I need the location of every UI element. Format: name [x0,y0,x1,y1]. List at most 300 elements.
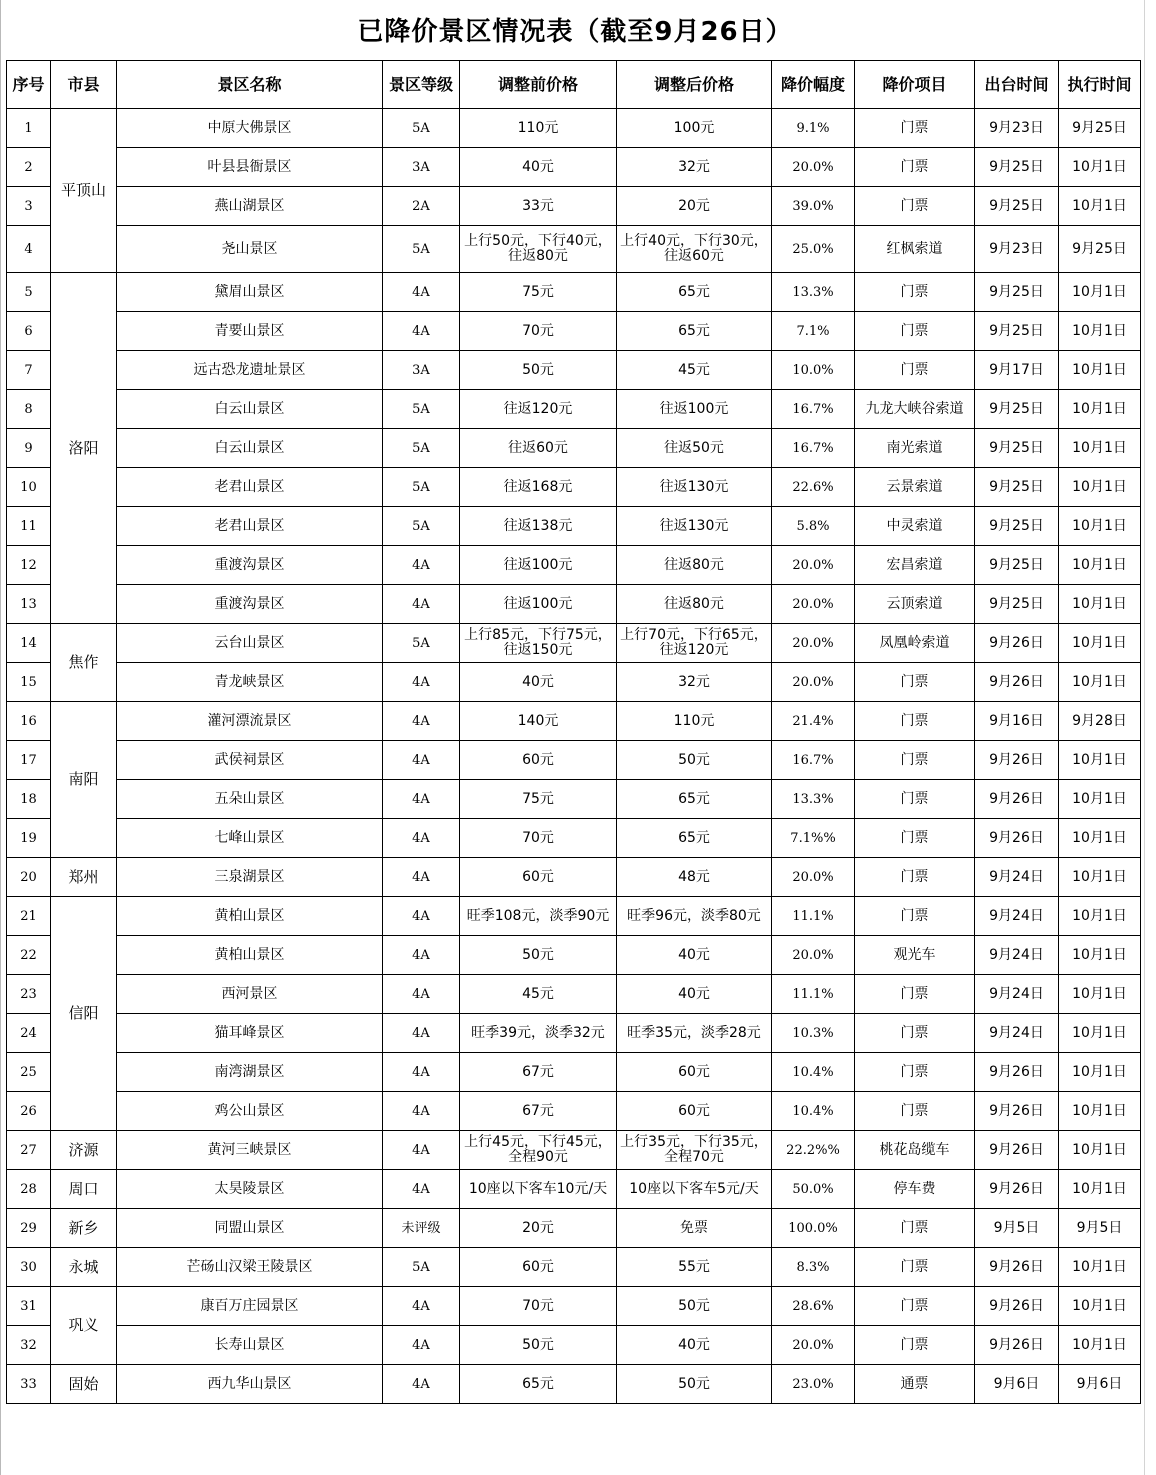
price-after-cell[interactable]: 往返100元 [617,390,772,429]
scenic-name-cell[interactable]: 七峰山景区 [117,819,383,858]
price-before-cell[interactable]: 65元 [460,1365,617,1404]
scenic-name-cell[interactable]: 猫耳峰景区 [117,1014,383,1053]
seq-cell[interactable]: 20 [7,858,51,897]
price-before-cell[interactable]: 10座以下客车10元/天 [460,1170,617,1209]
seq-cell[interactable]: 18 [7,780,51,819]
discount-rate-cell[interactable]: 20.0% [772,585,855,624]
discount-rate-cell[interactable]: 50.0% [772,1170,855,1209]
seq-cell[interactable]: 25 [7,1053,51,1092]
effective-date-cell[interactable]: 10月1日 [1059,1248,1141,1287]
effective-date-cell[interactable]: 9月5日 [1059,1209,1141,1248]
grade-cell[interactable]: 5A [383,507,460,546]
price-after-cell[interactable]: 100元 [617,109,772,148]
effective-date-cell[interactable]: 10月1日 [1059,546,1141,585]
discount-item-cell[interactable]: 云景索道 [855,468,975,507]
issued-date-cell[interactable]: 9月24日 [975,1014,1059,1053]
grade-cell[interactable]: 4A [383,273,460,312]
grade-cell[interactable]: 4A [383,780,460,819]
price-after-cell[interactable]: 65元 [617,780,772,819]
price-after-cell[interactable]: 65元 [617,819,772,858]
grade-cell[interactable]: 5A [383,1248,460,1287]
seq-cell[interactable]: 14 [7,624,51,663]
price-before-cell[interactable]: 往返60元 [460,429,617,468]
discount-item-cell[interactable]: 门票 [855,1248,975,1287]
issued-date-cell[interactable]: 9月26日 [975,1170,1059,1209]
issued-date-cell[interactable]: 9月5日 [975,1209,1059,1248]
header-cell[interactable]: 降价幅度 [772,61,855,109]
price-before-cell[interactable]: 45元 [460,975,617,1014]
effective-date-cell[interactable]: 10月1日 [1059,741,1141,780]
grade-cell[interactable]: 4A [383,546,460,585]
effective-date-cell[interactable]: 10月1日 [1059,936,1141,975]
effective-date-cell[interactable]: 9月25日 [1059,226,1141,273]
price-after-cell[interactable]: 65元 [617,312,772,351]
grade-cell[interactable]: 4A [383,702,460,741]
price-after-cell[interactable]: 50元 [617,1365,772,1404]
discount-rate-cell[interactable]: 39.0% [772,187,855,226]
discount-item-cell[interactable]: 门票 [855,819,975,858]
issued-date-cell[interactable]: 9月23日 [975,226,1059,273]
grade-cell[interactable]: 4A [383,1365,460,1404]
effective-date-cell[interactable]: 10月1日 [1059,897,1141,936]
scenic-name-cell[interactable]: 长寿山景区 [117,1326,383,1365]
discount-rate-cell[interactable]: 20.0% [772,624,855,663]
issued-date-cell[interactable]: 9月25日 [975,312,1059,351]
seq-cell[interactable]: 8 [7,390,51,429]
issued-date-cell[interactable]: 9月25日 [975,546,1059,585]
grade-cell[interactable]: 4A [383,1287,460,1326]
price-before-cell[interactable]: 75元 [460,273,617,312]
header-cell[interactable]: 出台时间 [975,61,1059,109]
grade-cell[interactable]: 4A [383,1170,460,1209]
discount-item-cell[interactable]: 观光车 [855,936,975,975]
price-before-cell[interactable]: 50元 [460,936,617,975]
grade-cell[interactable]: 5A [383,429,460,468]
effective-date-cell[interactable]: 9月6日 [1059,1365,1141,1404]
price-after-cell[interactable]: 50元 [617,741,772,780]
grade-cell[interactable]: 4A [383,936,460,975]
scenic-name-cell[interactable]: 重渡沟景区 [117,585,383,624]
effective-date-cell[interactable]: 9月25日 [1059,109,1141,148]
seq-cell[interactable]: 7 [7,351,51,390]
effective-date-cell[interactable]: 10月1日 [1059,585,1141,624]
seq-cell[interactable]: 12 [7,546,51,585]
discount-item-cell[interactable]: 红枫索道 [855,226,975,273]
discount-item-cell[interactable]: 门票 [855,741,975,780]
effective-date-cell[interactable]: 10月1日 [1059,819,1141,858]
issued-date-cell[interactable]: 9月26日 [975,1053,1059,1092]
issued-date-cell[interactable]: 9月24日 [975,858,1059,897]
effective-date-cell[interactable]: 10月1日 [1059,975,1141,1014]
discount-item-cell[interactable]: 通票 [855,1365,975,1404]
price-after-cell[interactable]: 32元 [617,663,772,702]
grade-cell[interactable]: 4A [383,975,460,1014]
issued-date-cell[interactable]: 9月26日 [975,1248,1059,1287]
scenic-name-cell[interactable]: 灌河漂流景区 [117,702,383,741]
scenic-name-cell[interactable]: 鸡公山景区 [117,1092,383,1131]
seq-cell[interactable]: 13 [7,585,51,624]
issued-date-cell[interactable]: 9月17日 [975,351,1059,390]
seq-cell[interactable]: 9 [7,429,51,468]
header-cell[interactable]: 景区等级 [383,61,460,109]
grade-cell[interactable]: 5A [383,109,460,148]
price-before-cell[interactable]: 往返120元 [460,390,617,429]
grade-cell[interactable]: 5A [383,624,460,663]
issued-date-cell[interactable]: 9月25日 [975,468,1059,507]
discount-item-cell[interactable]: 门票 [855,1014,975,1053]
price-after-cell[interactable]: 40元 [617,1326,772,1365]
city-cell[interactable]: 永城 [51,1248,117,1287]
price-after-cell[interactable]: 48元 [617,858,772,897]
issued-date-cell[interactable]: 9月26日 [975,1131,1059,1170]
price-after-cell[interactable]: 32元 [617,148,772,187]
discount-item-cell[interactable]: 凤凰岭索道 [855,624,975,663]
seq-cell[interactable]: 26 [7,1092,51,1131]
header-cell[interactable]: 降价项目 [855,61,975,109]
grade-cell[interactable]: 4A [383,1053,460,1092]
issued-date-cell[interactable]: 9月26日 [975,624,1059,663]
issued-date-cell[interactable]: 9月25日 [975,273,1059,312]
discount-rate-cell[interactable]: 10.3% [772,1014,855,1053]
price-after-cell[interactable]: 10座以下客车5元/天 [617,1170,772,1209]
issued-date-cell[interactable]: 9月24日 [975,936,1059,975]
discount-item-cell[interactable]: 宏昌索道 [855,546,975,585]
grade-cell[interactable]: 4A [383,858,460,897]
seq-cell[interactable]: 19 [7,819,51,858]
discount-rate-cell[interactable]: 13.3% [772,780,855,819]
price-before-cell[interactable]: 140元 [460,702,617,741]
price-after-cell[interactable]: 免票 [617,1209,772,1248]
scenic-name-cell[interactable]: 重渡沟景区 [117,546,383,585]
discount-item-cell[interactable]: 门票 [855,187,975,226]
issued-date-cell[interactable]: 9月25日 [975,507,1059,546]
discount-rate-cell[interactable]: 20.0% [772,1326,855,1365]
effective-date-cell[interactable]: 10月1日 [1059,507,1141,546]
scenic-name-cell[interactable]: 武侯祠景区 [117,741,383,780]
issued-date-cell[interactable]: 9月23日 [975,109,1059,148]
seq-cell[interactable]: 27 [7,1131,51,1170]
discount-item-cell[interactable]: 云顶索道 [855,585,975,624]
issued-date-cell[interactable]: 9月25日 [975,148,1059,187]
scenic-name-cell[interactable]: 青龙峡景区 [117,663,383,702]
seq-cell[interactable]: 29 [7,1209,51,1248]
price-before-cell[interactable]: 50元 [460,1326,617,1365]
city-cell[interactable]: 焦作 [51,624,117,702]
grade-cell[interactable]: 4A [383,819,460,858]
price-after-cell[interactable]: 旺季35元，淡季28元 [617,1014,772,1053]
issued-date-cell[interactable]: 9月16日 [975,702,1059,741]
city-cell[interactable]: 巩义 [51,1287,117,1365]
seq-cell[interactable]: 3 [7,187,51,226]
price-before-cell[interactable]: 上行85元，下行75元，往返150元 [460,624,617,663]
discount-item-cell[interactable]: 门票 [855,312,975,351]
discount-item-cell[interactable]: 门票 [855,975,975,1014]
price-after-cell[interactable]: 往返80元 [617,585,772,624]
issued-date-cell[interactable]: 9月25日 [975,187,1059,226]
seq-cell[interactable]: 17 [7,741,51,780]
city-cell[interactable]: 固始 [51,1365,117,1404]
grade-cell[interactable]: 4A [383,1326,460,1365]
seq-cell[interactable]: 5 [7,273,51,312]
discount-rate-cell[interactable]: 22.6% [772,468,855,507]
effective-date-cell[interactable]: 10月1日 [1059,780,1141,819]
scenic-name-cell[interactable]: 黛眉山景区 [117,273,383,312]
price-after-cell[interactable]: 45元 [617,351,772,390]
price-after-cell[interactable]: 20元 [617,187,772,226]
price-after-cell[interactable]: 40元 [617,975,772,1014]
header-cell[interactable]: 序号 [7,61,51,109]
discount-rate-cell[interactable]: 20.0% [772,546,855,585]
scenic-name-cell[interactable]: 云台山景区 [117,624,383,663]
price-before-cell[interactable]: 往返138元 [460,507,617,546]
effective-date-cell[interactable]: 10月1日 [1059,148,1141,187]
discount-rate-cell[interactable]: 20.0% [772,663,855,702]
effective-date-cell[interactable]: 10月1日 [1059,429,1141,468]
issued-date-cell[interactable]: 9月26日 [975,819,1059,858]
price-before-cell[interactable]: 20元 [460,1209,617,1248]
price-before-cell[interactable]: 旺季108元，淡季90元 [460,897,617,936]
scenic-name-cell[interactable]: 康百万庄园景区 [117,1287,383,1326]
discount-rate-cell[interactable]: 7.1% [772,312,855,351]
discount-rate-cell[interactable]: 16.7% [772,390,855,429]
discount-rate-cell[interactable]: 23.0% [772,1365,855,1404]
discount-item-cell[interactable]: 门票 [855,148,975,187]
header-cell[interactable]: 景区名称 [117,61,383,109]
city-cell[interactable]: 信阳 [51,897,117,1131]
issued-date-cell[interactable]: 9月26日 [975,663,1059,702]
discount-item-cell[interactable]: 门票 [855,1092,975,1131]
grade-cell[interactable]: 4A [383,312,460,351]
effective-date-cell[interactable]: 10月1日 [1059,273,1141,312]
header-cell[interactable]: 调整前价格 [460,61,617,109]
scenic-name-cell[interactable]: 中原大佛景区 [117,109,383,148]
price-after-cell[interactable]: 55元 [617,1248,772,1287]
scenic-name-cell[interactable]: 黄柏山景区 [117,897,383,936]
discount-rate-cell[interactable]: 5.8% [772,507,855,546]
seq-cell[interactable]: 23 [7,975,51,1014]
price-after-cell[interactable]: 110元 [617,702,772,741]
price-after-cell[interactable]: 旺季96元，淡季80元 [617,897,772,936]
issued-date-cell[interactable]: 9月26日 [975,1326,1059,1365]
effective-date-cell[interactable]: 10月1日 [1059,1170,1141,1209]
discount-rate-cell[interactable]: 20.0% [772,148,855,187]
seq-cell[interactable]: 11 [7,507,51,546]
seq-cell[interactable]: 1 [7,109,51,148]
scenic-name-cell[interactable]: 尧山景区 [117,226,383,273]
discount-rate-cell[interactable]: 20.0% [772,936,855,975]
issued-date-cell[interactable]: 9月24日 [975,975,1059,1014]
issued-date-cell[interactable]: 9月24日 [975,897,1059,936]
seq-cell[interactable]: 31 [7,1287,51,1326]
seq-cell[interactable]: 22 [7,936,51,975]
price-after-cell[interactable]: 上行35元，下行35元，全程70元 [617,1131,772,1170]
header-cell[interactable]: 执行时间 [1059,61,1141,109]
price-before-cell[interactable]: 33元 [460,187,617,226]
discount-rate-cell[interactable]: 7.1%% [772,819,855,858]
grade-cell[interactable]: 4A [383,1014,460,1053]
grade-cell[interactable]: 3A [383,351,460,390]
price-before-cell[interactable]: 往返100元 [460,546,617,585]
seq-cell[interactable]: 4 [7,226,51,273]
scenic-name-cell[interactable]: 同盟山景区 [117,1209,383,1248]
price-after-cell[interactable]: 60元 [617,1092,772,1131]
seq-cell[interactable]: 30 [7,1248,51,1287]
discount-rate-cell[interactable]: 11.1% [772,897,855,936]
effective-date-cell[interactable]: 10月1日 [1059,312,1141,351]
grade-cell[interactable]: 5A [383,226,460,273]
seq-cell[interactable]: 24 [7,1014,51,1053]
discount-item-cell[interactable]: 门票 [855,858,975,897]
effective-date-cell[interactable]: 10月1日 [1059,390,1141,429]
price-before-cell[interactable]: 70元 [460,312,617,351]
scenic-name-cell[interactable]: 黄河三峡景区 [117,1131,383,1170]
header-cell[interactable]: 市县 [51,61,117,109]
scenic-name-cell[interactable]: 叶县县衙景区 [117,148,383,187]
discount-item-cell[interactable]: 门票 [855,1209,975,1248]
discount-rate-cell[interactable]: 10.4% [772,1053,855,1092]
issued-date-cell[interactable]: 9月26日 [975,741,1059,780]
discount-item-cell[interactable]: 中灵索道 [855,507,975,546]
price-after-cell[interactable]: 上行40元，下行30元，往返60元 [617,226,772,273]
grade-cell[interactable]: 3A [383,148,460,187]
discount-item-cell[interactable]: 门票 [855,897,975,936]
issued-date-cell[interactable]: 9月26日 [975,1092,1059,1131]
discount-rate-cell[interactable]: 28.6% [772,1287,855,1326]
discount-item-cell[interactable]: 桃花岛缆车 [855,1131,975,1170]
price-before-cell[interactable]: 60元 [460,858,617,897]
issued-date-cell[interactable]: 9月26日 [975,1287,1059,1326]
effective-date-cell[interactable]: 10月1日 [1059,468,1141,507]
discount-rate-cell[interactable]: 20.0% [772,858,855,897]
discount-item-cell[interactable]: 门票 [855,1326,975,1365]
issued-date-cell[interactable]: 9月25日 [975,585,1059,624]
price-before-cell[interactable]: 40元 [460,663,617,702]
discount-rate-cell[interactable]: 10.4% [772,1092,855,1131]
grade-cell[interactable]: 4A [383,897,460,936]
seq-cell[interactable]: 16 [7,702,51,741]
city-cell[interactable]: 新乡 [51,1209,117,1248]
grade-cell[interactable]: 4A [383,1092,460,1131]
discount-item-cell[interactable]: 门票 [855,780,975,819]
discount-item-cell[interactable]: 门票 [855,663,975,702]
price-before-cell[interactable]: 110元 [460,109,617,148]
price-before-cell[interactable]: 70元 [460,819,617,858]
discount-item-cell[interactable]: 停车费 [855,1170,975,1209]
effective-date-cell[interactable]: 10月1日 [1059,1287,1141,1326]
grade-cell[interactable]: 5A [383,390,460,429]
discount-rate-cell[interactable]: 16.7% [772,741,855,780]
grade-cell[interactable]: 4A [383,663,460,702]
price-before-cell[interactable]: 67元 [460,1092,617,1131]
seq-cell[interactable]: 15 [7,663,51,702]
grade-cell[interactable]: 未评级 [383,1209,460,1248]
discount-item-cell[interactable]: 门票 [855,273,975,312]
grade-cell[interactable]: 5A [383,468,460,507]
discount-rate-cell[interactable]: 10.0% [772,351,855,390]
seq-cell[interactable]: 6 [7,312,51,351]
scenic-name-cell[interactable]: 西九华山景区 [117,1365,383,1404]
scenic-name-cell[interactable]: 青要山景区 [117,312,383,351]
scenic-name-cell[interactable]: 芒砀山汉梁王陵景区 [117,1248,383,1287]
effective-date-cell[interactable]: 9月28日 [1059,702,1141,741]
seq-cell[interactable]: 10 [7,468,51,507]
grade-cell[interactable]: 4A [383,741,460,780]
scenic-name-cell[interactable]: 南湾湖景区 [117,1053,383,1092]
issued-date-cell[interactable]: 9月25日 [975,429,1059,468]
discount-item-cell[interactable]: 门票 [855,1287,975,1326]
scenic-name-cell[interactable]: 白云山景区 [117,429,383,468]
seq-cell[interactable]: 21 [7,897,51,936]
price-before-cell[interactable]: 60元 [460,1248,617,1287]
city-cell[interactable]: 郑州 [51,858,117,897]
price-before-cell[interactable]: 上行50元，下行40元，往返80元 [460,226,617,273]
discount-item-cell[interactable]: 南光索道 [855,429,975,468]
scenic-name-cell[interactable]: 老君山景区 [117,468,383,507]
price-before-cell[interactable]: 上行45元，下行45元，全程90元 [460,1131,617,1170]
price-before-cell[interactable]: 70元 [460,1287,617,1326]
discount-item-cell[interactable]: 九龙大峡谷索道 [855,390,975,429]
price-after-cell[interactable]: 往返130元 [617,507,772,546]
discount-rate-cell[interactable]: 100.0% [772,1209,855,1248]
seq-cell[interactable]: 32 [7,1326,51,1365]
grade-cell[interactable]: 4A [383,585,460,624]
grade-cell[interactable]: 4A [383,1131,460,1170]
scenic-name-cell[interactable]: 西河景区 [117,975,383,1014]
discount-rate-cell[interactable]: 13.3% [772,273,855,312]
effective-date-cell[interactable]: 10月1日 [1059,624,1141,663]
city-cell[interactable]: 平顶山 [51,109,117,273]
city-cell[interactable]: 洛阳 [51,273,117,624]
effective-date-cell[interactable]: 10月1日 [1059,1014,1141,1053]
discount-item-cell[interactable]: 门票 [855,109,975,148]
scenic-name-cell[interactable]: 白云山景区 [117,390,383,429]
city-cell[interactable]: 周口 [51,1170,117,1209]
effective-date-cell[interactable]: 10月1日 [1059,1053,1141,1092]
seq-cell[interactable]: 28 [7,1170,51,1209]
price-after-cell[interactable]: 50元 [617,1287,772,1326]
scenic-name-cell[interactable]: 远古恐龙遗址景区 [117,351,383,390]
price-before-cell[interactable]: 40元 [460,148,617,187]
discount-rate-cell[interactable]: 9.1% [772,109,855,148]
scenic-name-cell[interactable]: 黄柏山景区 [117,936,383,975]
discount-rate-cell[interactable]: 16.7% [772,429,855,468]
effective-date-cell[interactable]: 10月1日 [1059,1326,1141,1365]
discount-rate-cell[interactable]: 8.3% [772,1248,855,1287]
seq-cell[interactable]: 33 [7,1365,51,1404]
grade-cell[interactable]: 2A [383,187,460,226]
effective-date-cell[interactable]: 10月1日 [1059,187,1141,226]
price-after-cell[interactable]: 往返50元 [617,429,772,468]
discount-item-cell[interactable]: 门票 [855,351,975,390]
scenic-name-cell[interactable]: 五朵山景区 [117,780,383,819]
discount-rate-cell[interactable]: 22.2%% [772,1131,855,1170]
issued-date-cell[interactable]: 9月26日 [975,780,1059,819]
price-after-cell[interactable]: 往返80元 [617,546,772,585]
price-after-cell[interactable]: 40元 [617,936,772,975]
city-cell[interactable]: 南阳 [51,702,117,858]
issued-date-cell[interactable]: 9月6日 [975,1365,1059,1404]
price-before-cell[interactable]: 75元 [460,780,617,819]
discount-item-cell[interactable]: 门票 [855,702,975,741]
scenic-name-cell[interactable]: 燕山湖景区 [117,187,383,226]
effective-date-cell[interactable]: 10月1日 [1059,351,1141,390]
price-after-cell[interactable]: 65元 [617,273,772,312]
price-before-cell[interactable]: 50元 [460,351,617,390]
price-before-cell[interactable]: 67元 [460,1053,617,1092]
price-before-cell[interactable]: 60元 [460,741,617,780]
scenic-name-cell[interactable]: 太昊陵景区 [117,1170,383,1209]
price-before-cell[interactable]: 往返100元 [460,585,617,624]
